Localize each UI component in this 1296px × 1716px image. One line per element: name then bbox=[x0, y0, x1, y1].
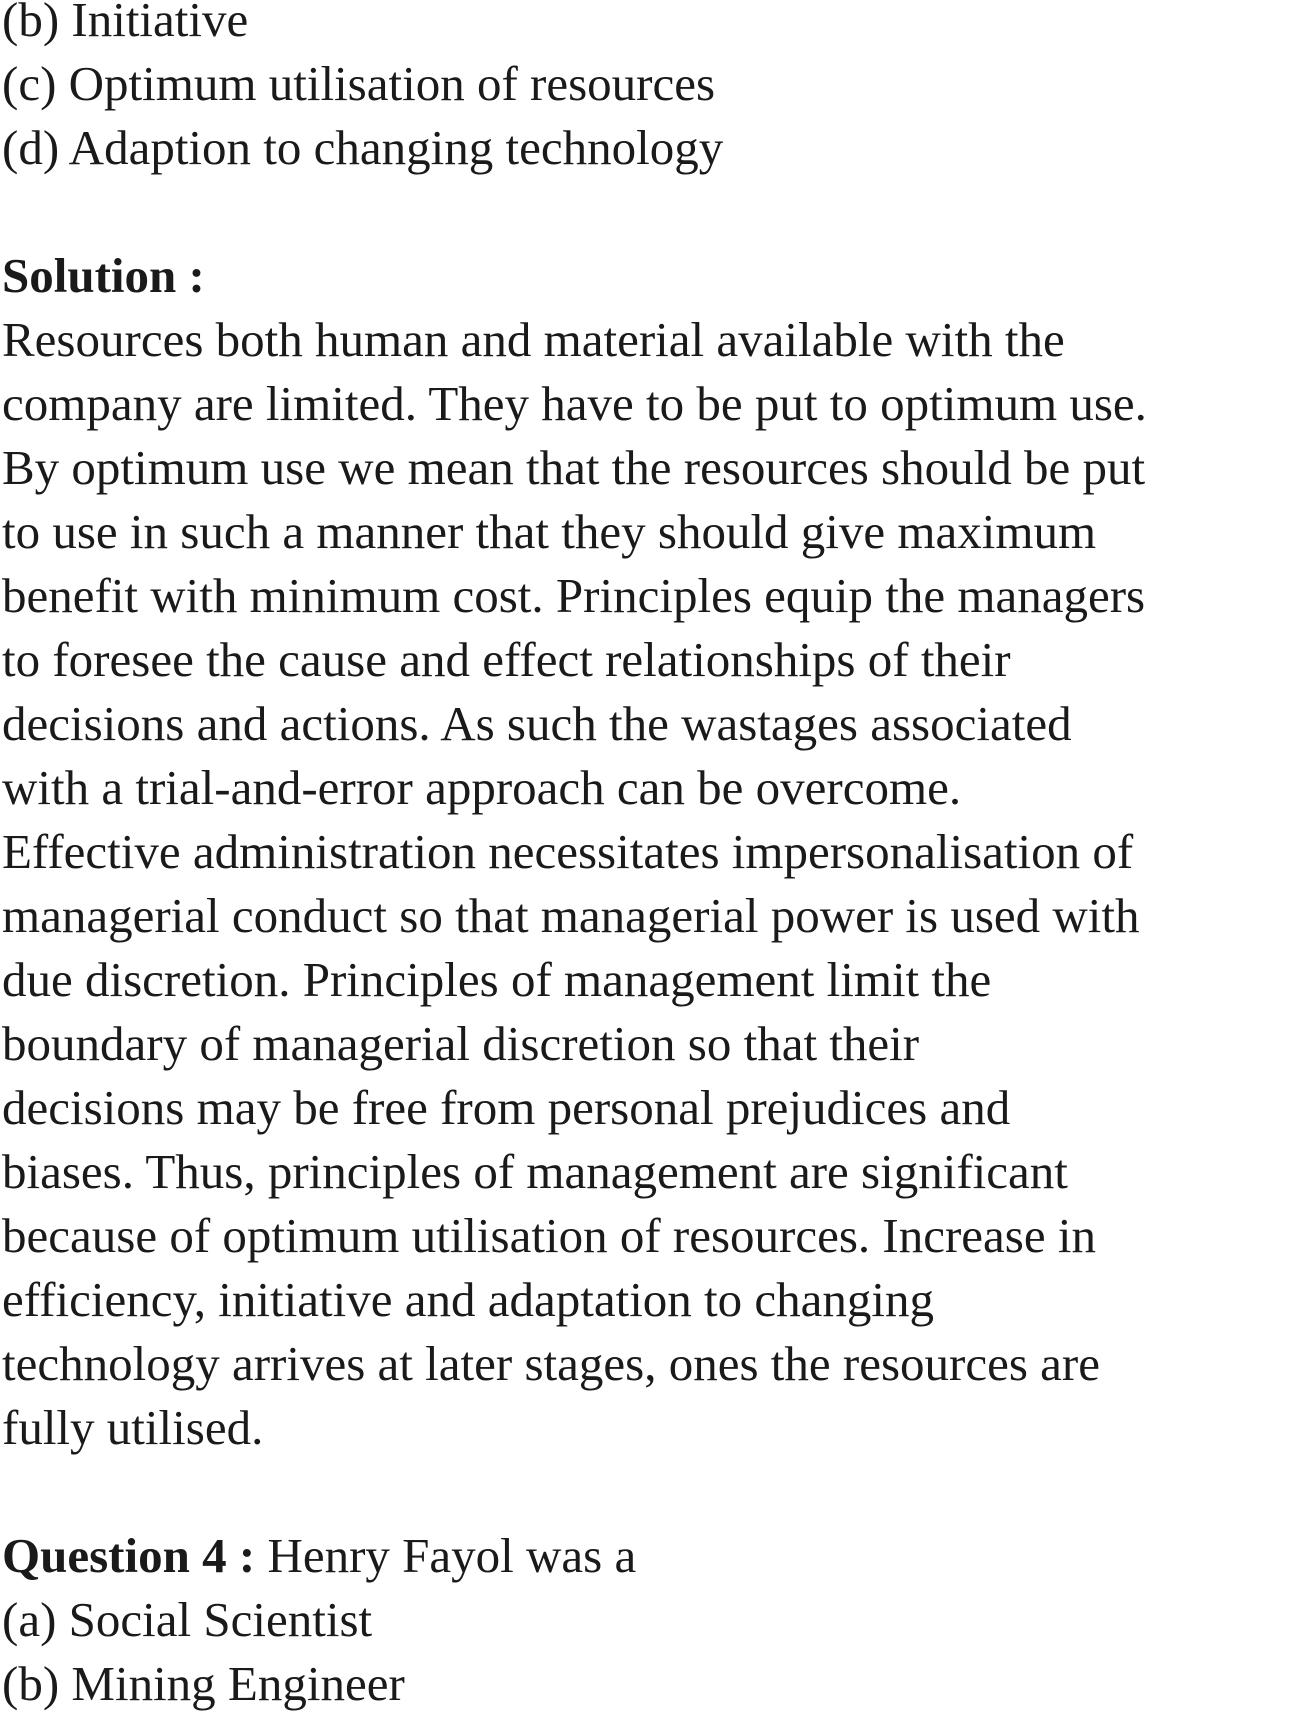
solution-line: benefit with minimum cost. Principles equip the managers bbox=[2, 568, 1146, 623]
solution-body bbox=[0, 308, 1296, 1460]
solution-line: Effective administration necessitates impersonalisation of bbox=[2, 824, 1134, 879]
question-4-label: Question 4 : bbox=[2, 1528, 256, 1583]
option-b-initiative: (b) Initiative bbox=[2, 0, 249, 47]
solution-line: to use in such a manner that they should give maximum bbox=[2, 504, 1097, 559]
solution-line: decisions may be free from personal prejudices and bbox=[2, 1080, 1011, 1135]
spacer bbox=[0, 1460, 1296, 1524]
question-4-option-a: (a) Social Scientist bbox=[2, 1592, 373, 1647]
solution-line: company are limited. They have to be put to optimum use. bbox=[2, 376, 1147, 431]
solution-heading: Solution : bbox=[2, 248, 205, 303]
question-4 bbox=[0, 1524, 1296, 1588]
solution-line: to foresee the cause and effect relationships of their bbox=[2, 632, 1011, 687]
solution-line: technology arrives at later stages, ones the resources are bbox=[2, 1336, 1100, 1391]
option-d-adaption-technology: (d) Adaption to changing technology bbox=[2, 120, 724, 175]
solution-line: By optimum use we mean that the resources should be put bbox=[2, 440, 1146, 495]
solution-line: fully utilised. bbox=[2, 1400, 264, 1455]
solution-line: with a trial-and-error approach can be overcome. bbox=[2, 760, 962, 815]
question-4-option-b: (b) Mining Engineer bbox=[2, 1656, 405, 1711]
solution-line: efficiency, initiative and adaptation to changing bbox=[2, 1272, 935, 1327]
solution-line: due discretion. Principles of management limit the bbox=[2, 952, 992, 1007]
solution-line: biases. Thus, principles of management are significant bbox=[2, 1144, 1068, 1199]
solution-line: boundary of managerial discretion so that their bbox=[2, 1016, 920, 1071]
solution-line: because of optimum utilisation of resources. Increase in bbox=[2, 1208, 1096, 1263]
spacer bbox=[0, 180, 1296, 244]
solution-line: decisions and actions. As such the wastages associated bbox=[2, 696, 1072, 751]
solution-line: managerial conduct so that managerial power is used with bbox=[2, 888, 1140, 943]
question-4-text: Henry Fayol was a bbox=[255, 1528, 637, 1583]
option-c-optimum-utilisation: (c) Optimum utilisation of resources bbox=[2, 56, 716, 111]
solution-line: Resources both human and material available with the bbox=[2, 312, 1065, 367]
